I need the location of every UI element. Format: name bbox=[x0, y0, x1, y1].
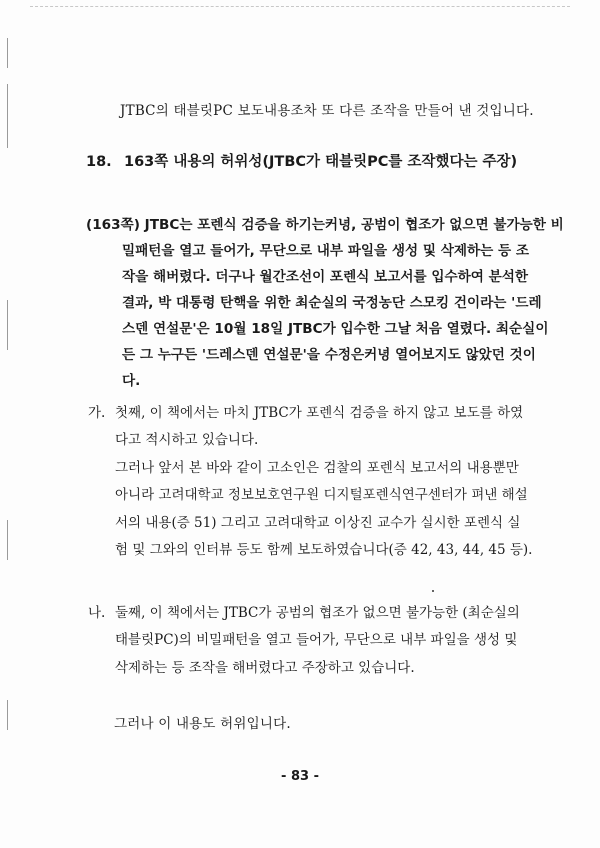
closing-line: 그러나 이 내용도 허위입니다. bbox=[114, 716, 291, 732]
item-ga-first-line bbox=[88, 400, 532, 427]
scan-top-edge bbox=[30, 6, 570, 7]
quote-line: 든 그 누구든 '드레스덴 연설문'을 수정은커녕 열어보지도 않았던 것이 bbox=[122, 347, 536, 363]
quote-line: 작을 해버렸다. 더구나 월간조선이 포렌식 보고서를 입수하여 분석한 bbox=[122, 269, 528, 285]
item-ga-line: 그러나 앞서 본 바와 같이 고소인은 검찰의 포렌식 보고서의 내용뿐만 bbox=[115, 459, 519, 476]
page-number: - 83 - bbox=[281, 769, 319, 784]
item-na-first-line bbox=[88, 600, 520, 627]
quote-line: 스덴 연설문'은 10월 18일 JTBC가 입수한 그날 처음 열렸다. 최순실이 bbox=[122, 321, 549, 337]
section-number: 18. bbox=[86, 154, 112, 170]
item-ga-line: 다고 적시하고 있습니다. bbox=[115, 432, 259, 449]
item-ga-line: 아니라 고려대학교 정보보호연구원 디지털포렌식연구센터가 펴낸 해설 bbox=[115, 487, 528, 504]
item-na-line: 태블릿PC)의 비밀패턴을 열고 들어가, 무단으로 내부 파일을 생성 및 bbox=[115, 632, 518, 649]
quote-line: 다. bbox=[122, 373, 141, 389]
item-ga-line: 서의 내용(증 51) 그리고 고려대학교 이상진 교수가 실시한 포렌식 실 bbox=[115, 514, 521, 531]
item-ga-text: 첫째, 이 책에서는 마치 JTBC가 포렌식 검증을 하지 않고 보도를 하였 bbox=[115, 405, 524, 421]
item-ga bbox=[88, 400, 532, 564]
item-na-line: 삭제하는 등 조작을 해버렸다고 주장하고 있습니다. bbox=[115, 659, 415, 676]
item-na bbox=[88, 600, 520, 682]
quoted-passage bbox=[86, 212, 564, 394]
quote-line: 결과, 박 대통령 탄핵을 위한 최순실의 국정농단 스모킹 건이라는 '드레 bbox=[122, 295, 542, 311]
item-na-marker: 나. bbox=[88, 605, 106, 621]
section-heading bbox=[86, 150, 517, 171]
scan-speck bbox=[432, 590, 434, 592]
item-ga-line: 험 및 그와의 인터뷰 등도 함께 보도하였습니다(증 42, 43, 44, 45 등). bbox=[115, 542, 533, 559]
item-na-text: 둘째, 이 책에서는 JTBC가 공범의 협조가 없으면 불가능한 (최순실의 bbox=[115, 605, 520, 621]
section-title: 163쪽 내용의 허위성(JTBC가 태블릿PC를 조작했다는 주장) bbox=[124, 154, 518, 170]
quote-line: (163쪽) JTBC는 포렌식 검증을 하기는커녕, 공범이 협조가 없으면 불가능한 비 bbox=[86, 217, 564, 233]
intro-line: JTBC의 태블릿PC 보도내용조차 또 다른 조작을 만들어 낸 것입니다. bbox=[120, 103, 534, 119]
item-ga-marker: 가. bbox=[88, 405, 106, 421]
quote-line: 밀패턴을 열고 들어가, 무단으로 내부 파일을 생성 및 삭제하는 등 조 bbox=[122, 243, 530, 259]
